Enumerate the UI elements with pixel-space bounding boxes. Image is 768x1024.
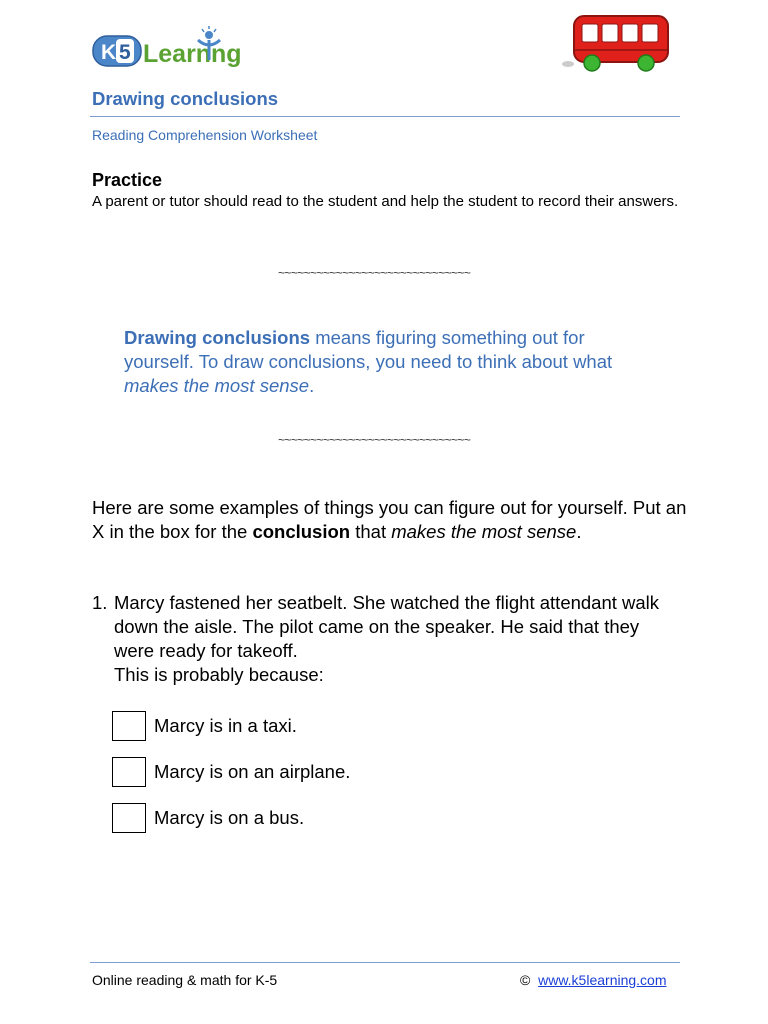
footer-website-link[interactable]: www.k5learning.com (538, 972, 667, 988)
svg-text:5: 5 (119, 41, 131, 64)
intro-italic: makes the most sense (391, 521, 577, 542)
intro-bold: conclusion (252, 521, 351, 542)
intro-text-2: that (350, 521, 392, 542)
answer-option (112, 756, 350, 788)
separator-bottom: ~~~~~~~~~~~~~~~~~~~~~~~~~~~~~~ (278, 433, 471, 447)
answer-option (112, 802, 304, 834)
svg-text:Learn: Learn (143, 40, 212, 68)
practice-instructions: A parent or tutor should read to the student and help the student to record their answers. (92, 193, 679, 210)
intro-text-3: . (576, 521, 582, 542)
answer-checkbox[interactable] (112, 803, 146, 833)
answer-label: Marcy is on a bus. (154, 807, 305, 828)
question-prompt: This is probably because: (114, 664, 324, 685)
intro-paragraph (92, 496, 692, 544)
answer-checkbox[interactable] (112, 757, 146, 787)
question-number: 1. (92, 592, 108, 613)
practice-heading: Practice (92, 170, 163, 190)
question-text: Marcy fastened her seatbelt. She watched the flight attendant walk down the aisle. The pilot came on the speaker. He said that they were ready for takeoff. (114, 592, 660, 661)
intro-text-1: Here are some examples of things you can figure out for yourself. Put an X in the box for the (92, 497, 687, 542)
svg-text:K: K (101, 41, 117, 64)
definition-emphasis: makes the most sense (124, 375, 310, 396)
footer-tagline: Online reading & math for K-5 (92, 972, 278, 988)
definition-text-2: . (309, 375, 315, 396)
separator-top: ~~~~~~~~~~~~~~~~~~~~~~~~~~~~~~ (278, 266, 471, 280)
answer-label: Marcy is on an airplane. (154, 761, 351, 782)
answer-option (112, 710, 297, 742)
svg-text:ng: ng (211, 40, 242, 68)
footer-copyright (520, 972, 667, 988)
k5-learning-logo (92, 26, 262, 70)
header-divider (90, 116, 680, 117)
definition-box (124, 326, 624, 398)
copyright-symbol: © (520, 972, 531, 988)
bus-icon (562, 12, 672, 74)
worksheet-subtitle: Reading Comprehension Worksheet (92, 127, 318, 143)
answer-label: Marcy is in a taxi. (154, 715, 297, 736)
definition-text-1: means figuring something out for yourself. To draw conclusions, you need to think about what (124, 327, 613, 372)
question-body (114, 591, 674, 687)
definition-term: Drawing conclusions (124, 327, 311, 348)
footer-divider (90, 962, 680, 963)
worksheet-title: Drawing conclusions (92, 88, 279, 109)
answer-checkbox[interactable] (112, 711, 146, 741)
